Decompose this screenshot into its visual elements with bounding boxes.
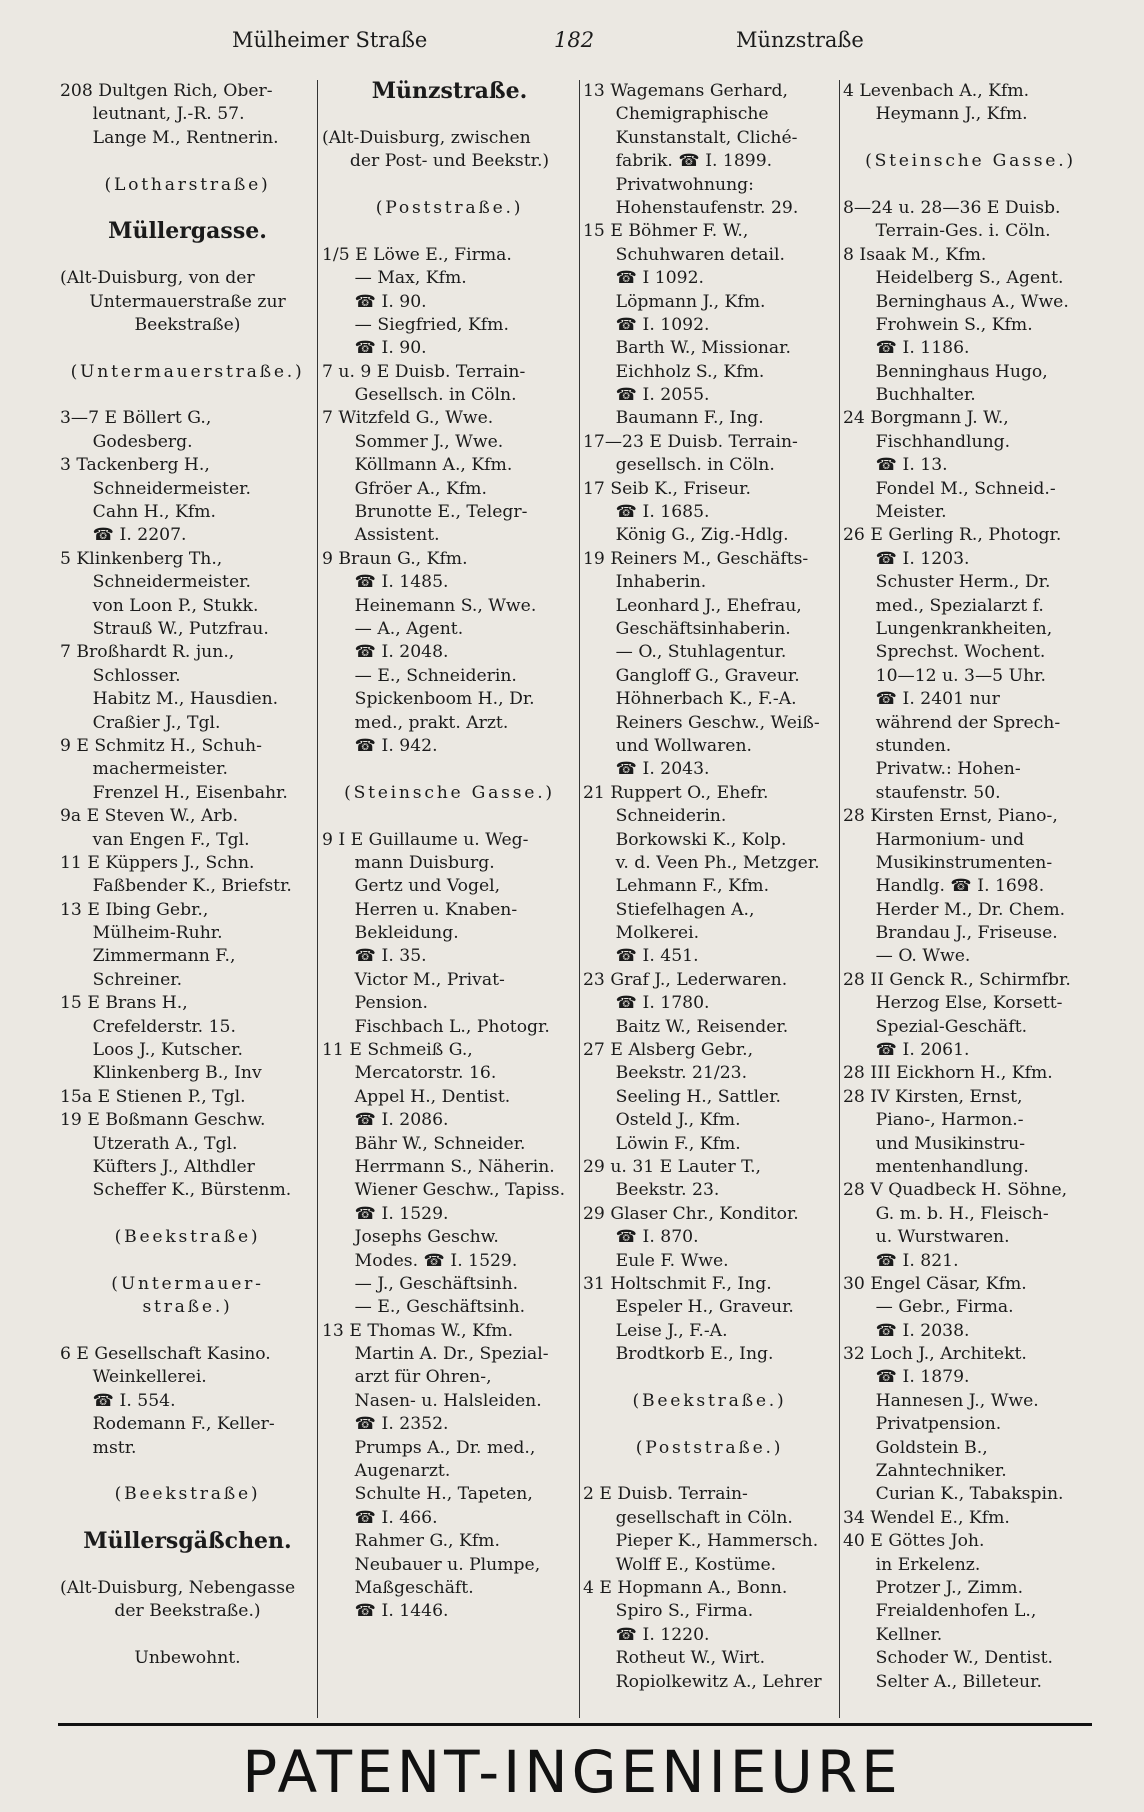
directory-line: Herder M., Dr. Chem. bbox=[875, 899, 1066, 920]
directory-line: Ropiolkewitz A., Lehrer bbox=[615, 1671, 822, 1692]
directory-line: ☎ I. 35. bbox=[354, 946, 427, 967]
directory-line: Berninghaus A., Wwe. bbox=[875, 291, 1069, 312]
directory-line: 5 Klinkenberg Th., bbox=[60, 548, 223, 569]
directory-line: ☎ I. 2207. bbox=[92, 525, 187, 546]
directory-line: ☎ I. 1780. bbox=[615, 993, 710, 1014]
directory-line: 6 E Gesellschaft Kasino. bbox=[60, 1344, 271, 1365]
directory-line: 15 E Böhmer F. W., bbox=[583, 221, 749, 242]
directory-line: 23 Graf J., Lederwaren. bbox=[583, 969, 788, 990]
directory-line: Appel H., Dentist. bbox=[354, 1086, 511, 1107]
directory-line: staufenstr. 50. bbox=[875, 782, 1001, 803]
directory-line: Osteld J., Kfm. bbox=[615, 1110, 741, 1131]
directory-line: Löwin F., Kfm. bbox=[615, 1133, 741, 1154]
directory-line: Maßgeschäft. bbox=[354, 1578, 474, 1598]
directory-line: ☎ I. 2401 nur bbox=[875, 689, 1000, 710]
cross-street-label: (Untermauerstraße.) bbox=[70, 361, 305, 382]
directory-line: 28 Kirsten Ernst, Piano-, bbox=[843, 806, 1058, 827]
directory-line: arzt für Ohren-, bbox=[354, 1367, 492, 1388]
directory-line: Pension. bbox=[354, 993, 428, 1014]
directory-line: 29 Glaser Chr., Konditor. bbox=[583, 1203, 799, 1224]
directory-line: Pieper K., Hammersch. bbox=[615, 1531, 819, 1552]
directory-line: Untermauerstraße zur bbox=[89, 291, 286, 312]
directory-line: Schneidermeister. bbox=[92, 572, 251, 593]
directory-line: und Musikinstru- bbox=[875, 1133, 1026, 1154]
directory-line: Faßbender K., Briefstr. bbox=[92, 876, 292, 897]
directory-line: Leise J., F.-A. bbox=[615, 1320, 728, 1341]
directory-line: Sommer J., Wwe. bbox=[354, 431, 504, 452]
directory-line: Fischhandlung. bbox=[875, 431, 1011, 452]
directory-line: Spiro S., Firma. bbox=[615, 1601, 754, 1622]
directory-line: Rahmer G., Kfm. bbox=[354, 1531, 500, 1552]
directory-line: König G., Zig.-Hdlg. bbox=[615, 525, 789, 546]
directory-line: ☎ I. 1879. bbox=[875, 1367, 970, 1388]
directory-line: Gertz und Vogel, bbox=[354, 876, 501, 897]
directory-line: Seeling H., Sattler. bbox=[615, 1086, 781, 1107]
directory-line: 9 Braun G., Kfm. bbox=[322, 548, 468, 569]
directory-line: Frohwein S., Kfm. bbox=[875, 314, 1033, 335]
spacer bbox=[322, 758, 577, 781]
cross-street-label: (Beekstraße.) bbox=[632, 1390, 787, 1411]
directory-line: 28 II Genck R., Schirmfbr. bbox=[843, 969, 1071, 990]
directory-line: 1/5 E Löwe E., Firma. bbox=[322, 244, 512, 265]
directory-line: — J., Geschäftsinh. bbox=[354, 1273, 519, 1294]
directory-line: Goldstein B., bbox=[875, 1437, 988, 1458]
directory-line: Herzog Else, Korsett- bbox=[875, 993, 1063, 1014]
column-divider bbox=[579, 80, 580, 1718]
directory-line: 31 Holtschmit F., Ing. bbox=[583, 1273, 772, 1294]
directory-line: 30 Engel Cäsar, Kfm. bbox=[843, 1273, 1027, 1294]
directory-line: Loos J., Kutscher. bbox=[92, 1040, 243, 1061]
directory-line: 24 Borgmann J. W., bbox=[843, 408, 1009, 429]
directory-line: ☎ I. 2352. bbox=[354, 1414, 449, 1435]
directory-line: Hannesen J., Wwe. bbox=[875, 1390, 1039, 1411]
street-heading: Münzstraße. bbox=[371, 80, 528, 104]
spacer bbox=[60, 1507, 315, 1530]
directory-line: 13 E Thomas W., Kfm. bbox=[322, 1320, 514, 1341]
footer-advertisement: PATENT-INGENIEURE bbox=[242, 1738, 902, 1806]
directory-line: Klinkenberg B., Inv bbox=[92, 1063, 262, 1084]
directory-line: Victor M., Privat- bbox=[354, 969, 505, 990]
directory-line: Weinkellerei. bbox=[92, 1367, 207, 1388]
directory-line: Molkerei. bbox=[615, 923, 700, 944]
directory-line: 17 Seib K., Friseur. bbox=[583, 478, 751, 499]
directory-line: van Engen F., Tgl. bbox=[92, 829, 250, 850]
spacer bbox=[583, 1366, 836, 1389]
directory-line: Heidelberg S., Agent. bbox=[875, 268, 1064, 289]
directory-line: Gangloff G., Graveur. bbox=[615, 665, 800, 686]
spacer bbox=[60, 1554, 315, 1577]
spacer bbox=[60, 244, 315, 267]
directory-line: Beekstr. 21/23. bbox=[615, 1063, 748, 1084]
directory-line: Bähr W., Schneider. bbox=[354, 1133, 526, 1154]
directory-line: — E., Geschäftsinh. bbox=[354, 1297, 526, 1318]
column-divider bbox=[317, 80, 318, 1718]
directory-line: (Alt-Duisburg, von der bbox=[60, 268, 255, 289]
directory-line: 3 Tackenberg H., bbox=[60, 455, 210, 476]
spacer bbox=[322, 220, 577, 243]
directory-line: in Erkelenz. bbox=[875, 1554, 981, 1575]
directory-line: Fischbach L., Photogr. bbox=[354, 1016, 550, 1037]
directory-line: Assistent. bbox=[354, 525, 440, 546]
directory-line: mentenhandlung. bbox=[875, 1156, 1029, 1177]
directory-line: Protzer J., Zimm. bbox=[875, 1578, 1024, 1598]
cross-street-label: (Beekstraße) bbox=[114, 1227, 261, 1248]
directory-line: Selter A., Billeteur. bbox=[875, 1671, 1042, 1692]
directory-line: 34 Wendel E., Kfm. bbox=[843, 1507, 1010, 1528]
directory-line: Zahntechniker. bbox=[875, 1461, 1007, 1482]
directory-line: ☎ I. 1092. bbox=[615, 314, 710, 335]
cross-street-label: (Steinsche Gasse.) bbox=[344, 782, 555, 803]
directory-line: ☎ I. 466. bbox=[354, 1507, 438, 1528]
directory-line: (Alt-Duisburg, zwischen bbox=[322, 127, 531, 148]
directory-line: Godesberg. bbox=[92, 431, 193, 452]
directory-line: Piano-, Harmon.- bbox=[875, 1110, 1024, 1131]
directory-line: Harmonium- und bbox=[875, 829, 1025, 850]
directory-line: Fondel M., Schneid.- bbox=[875, 478, 1056, 499]
cross-street-label: (Poststraße.) bbox=[375, 197, 524, 218]
spacer bbox=[60, 197, 315, 220]
directory-line: Mülheim-Ruhr. bbox=[92, 923, 223, 944]
directory-line: 26 E Gerling R., Photogr. bbox=[843, 525, 1062, 546]
directory-line: — A., Agent. bbox=[354, 618, 464, 639]
directory-line: Rodemann F., Keller- bbox=[92, 1414, 275, 1435]
directory-line: Wiener Geschw., Tapiss. bbox=[354, 1180, 566, 1201]
directory-line: u. Wurstwaren. bbox=[875, 1227, 1010, 1248]
directory-line: Schulte H., Tapeten, bbox=[354, 1484, 533, 1505]
directory-line: ☎ I. 1685. bbox=[615, 502, 710, 523]
directory-line: Küfters J., Althdler bbox=[92, 1156, 255, 1177]
directory-line: ☎ I. 1203. bbox=[875, 548, 970, 569]
directory-line: Schuster Herm., Dr. bbox=[875, 572, 1051, 593]
directory-line: Leonhard J., Ehefrau, bbox=[615, 595, 802, 616]
directory-line: — E., Schneiderin. bbox=[354, 665, 517, 686]
directory-line: Handlg. ☎ I. 1698. bbox=[875, 876, 1045, 897]
directory-line: Schoder W., Dentist. bbox=[875, 1648, 1054, 1669]
directory-line: v. d. Veen Ph., Metzger. bbox=[615, 852, 820, 873]
directory-line: Barth W., Missionar. bbox=[615, 338, 791, 359]
directory-line: Brodtkorb E., Ing. bbox=[615, 1344, 774, 1365]
directory-line: med., Spezialarzt f. bbox=[875, 595, 1044, 616]
directory-line: — Max, Kfm. bbox=[354, 268, 467, 289]
directory-line: während der Sprech- bbox=[875, 712, 1061, 733]
directory-line: Schneidermeister. bbox=[92, 478, 251, 499]
cross-street-label: (Poststraße.) bbox=[635, 1437, 784, 1458]
directory-line: 28 III Eickhorn H., Kfm. bbox=[843, 1063, 1053, 1084]
directory-line: 28 IV Kirsten, Ernst, bbox=[843, 1086, 1023, 1107]
directory-line: 28 V Quadbeck H. Söhne, bbox=[843, 1180, 1068, 1201]
directory-line: Eule F. Wwe. bbox=[615, 1250, 729, 1271]
directory-line: Köllmann A., Kfm. bbox=[354, 455, 513, 476]
directory-line: — Siegfried, Kfm. bbox=[354, 314, 509, 335]
directory-line: 7 Broßhardt R. jun., bbox=[60, 642, 235, 663]
directory-line: ☎ I. 1186. bbox=[875, 338, 970, 359]
directory-line: Reiners Geschw., Weiß- bbox=[615, 712, 820, 733]
directory-line: Inhaberin. bbox=[615, 572, 707, 593]
directory-line: Neubauer u. Plumpe, bbox=[354, 1554, 541, 1575]
directory-line: Cahn H., Kfm. bbox=[92, 502, 217, 523]
directory-line: Schneiderin. bbox=[615, 806, 727, 827]
directory-line: Scheffer K., Bürstenm. bbox=[92, 1180, 292, 1201]
spacer bbox=[583, 1413, 836, 1436]
directory-line: Espeler H., Graveur. bbox=[615, 1297, 794, 1318]
directory-line: ☎ I. 451. bbox=[615, 946, 699, 967]
directory-line: ☎ I. 2043. bbox=[615, 759, 710, 780]
directory-line: Josephs Geschw. bbox=[354, 1227, 499, 1248]
directory-line: Lehmann F., Kfm. bbox=[615, 876, 770, 897]
directory-line: 208 Dultgen Rich, Ober- bbox=[60, 81, 273, 101]
spacer bbox=[60, 1250, 315, 1273]
directory-line: Kunstanstalt, Cliché- bbox=[615, 127, 798, 148]
directory-line: Privatw.: Hohen- bbox=[875, 759, 1021, 780]
directory-line: Strauß W., Putzfrau. bbox=[92, 618, 269, 639]
street-heading: Müllersgäßchen. bbox=[83, 1530, 292, 1554]
directory-line: Modes. ☎ I. 1529. bbox=[354, 1250, 518, 1271]
directory-line: ☎ I. 2048. bbox=[354, 642, 449, 663]
directory-line: Geschäftsinhaberin. bbox=[615, 618, 791, 639]
spacer bbox=[322, 805, 577, 828]
directory-line: Musikinstrumenten- bbox=[875, 852, 1053, 873]
spacer bbox=[60, 1320, 315, 1343]
directory-line: Lungenkrankheiten, bbox=[875, 618, 1053, 639]
directory-line: der Post- und Beekstr.) bbox=[349, 151, 550, 172]
directory-line: ☎ I. 1529. bbox=[354, 1203, 449, 1224]
directory-line: 4 E Hopmann A., Bonn. bbox=[583, 1578, 788, 1598]
directory-line: ☎ I. 942. bbox=[354, 735, 438, 756]
directory-line: ☎ I. 1220. bbox=[615, 1624, 710, 1645]
directory-line: ☎ I. 870. bbox=[615, 1227, 699, 1248]
directory-line: Buchhalter. bbox=[875, 385, 976, 406]
directory-line: G. m. b. H., Fleisch- bbox=[875, 1203, 1049, 1224]
directory-line: Spezial-Geschäft. bbox=[875, 1016, 1028, 1037]
directory-line: 11 E Schmeiß G., bbox=[322, 1040, 473, 1061]
directory-line: ☎ I. 2055. bbox=[615, 385, 710, 406]
directory-line: Chemigraphische bbox=[615, 104, 769, 125]
directory-line: 19 Reiners M., Geschäfts- bbox=[583, 548, 809, 569]
directory-line: Lange M., Rentnerin. bbox=[92, 127, 279, 148]
directory-line: Hohenstaufenstr. 29. bbox=[615, 197, 799, 218]
directory-line: 32 Loch J., Architekt. bbox=[843, 1344, 1027, 1365]
directory-line: ☎ I 1092. bbox=[615, 268, 705, 289]
directory-line: Bekleidung. bbox=[354, 923, 459, 944]
directory-line: der Beekstraße.) bbox=[114, 1601, 261, 1622]
spacer bbox=[60, 150, 315, 173]
cross-street-label: (Beekstraße) bbox=[114, 1484, 261, 1505]
column-1 bbox=[60, 80, 315, 1720]
directory-line: ☎ I. 90. bbox=[354, 291, 427, 312]
directory-line: 9 E Schmitz H., Schuh- bbox=[60, 735, 262, 756]
directory-line: Craßier J., Tgl. bbox=[92, 712, 221, 733]
directory-line: (Alt-Duisburg, Nebengasse bbox=[60, 1578, 296, 1598]
directory-line: von Loon P., Stukk. bbox=[92, 595, 259, 616]
directory-line: 2 E Duisb. Terrain- bbox=[583, 1484, 748, 1505]
directory-line: Curian K., Tabakspin. bbox=[875, 1484, 1064, 1505]
directory-line: ☎ I. 13. bbox=[875, 455, 948, 476]
cross-street-label: (Untermauer- bbox=[111, 1273, 264, 1294]
directory-line: Stiefelhagen A., bbox=[615, 899, 755, 920]
directory-line: 15 E Brans H., bbox=[60, 993, 188, 1014]
directory-line: Borkowski K., Kolp. bbox=[615, 829, 787, 850]
spacer bbox=[60, 1460, 315, 1483]
directory-line: — Gebr., Firma. bbox=[875, 1297, 1014, 1318]
cross-street-label: (Steinsche Gasse.) bbox=[865, 151, 1076, 172]
column-4 bbox=[843, 80, 1098, 1720]
spacer bbox=[60, 1624, 315, 1647]
column-3 bbox=[583, 80, 836, 1720]
directory-line: 9a E Steven W., Arb. bbox=[60, 806, 239, 827]
directory-line: ☎ I. 2086. bbox=[354, 1110, 449, 1131]
directory-line: mstr. bbox=[92, 1437, 137, 1458]
directory-line: Sprechst. Wochent. bbox=[875, 642, 1046, 663]
running-head-right: Münzstraße bbox=[736, 28, 864, 52]
directory-line: — O. Wwe. bbox=[875, 946, 971, 967]
directory-line: stunden. bbox=[875, 735, 952, 756]
spacer bbox=[322, 103, 577, 126]
directory-line: Gfröer A., Kfm. bbox=[354, 478, 487, 499]
directory-line: Spickenboom H., Dr. bbox=[354, 689, 535, 710]
directory-line: Schreiner. bbox=[92, 969, 183, 990]
directory-line: Benninghaus Hugo, bbox=[875, 361, 1048, 382]
directory-line: 13 Wagemans Gerhard, bbox=[583, 81, 788, 101]
running-head-left: Mülheimer Straße bbox=[232, 28, 428, 52]
directory-line: gesellschaft in Cöln. bbox=[615, 1507, 793, 1528]
directory-line: Schlosser. bbox=[92, 665, 181, 686]
directory-line: Frenzel H., Eisenbahr. bbox=[92, 782, 288, 803]
directory-line: Crefelderstr. 15. bbox=[92, 1016, 236, 1037]
street-heading: Müllergasse. bbox=[108, 220, 267, 244]
directory-line: 8—24 u. 28—36 E Duisb. bbox=[843, 197, 1061, 218]
directory-line: Prumps A., Dr. med., bbox=[354, 1437, 536, 1458]
directory-line: Mercatorstr. 16. bbox=[354, 1063, 497, 1084]
directory-line: 21 Ruppert O., Ehefr. bbox=[583, 782, 769, 803]
directory-line: Kellner. bbox=[875, 1624, 943, 1645]
directory-line: ☎ I. 2038. bbox=[875, 1320, 970, 1341]
directory-line: Augenarzt. bbox=[354, 1461, 451, 1482]
directory-line: leutnant, J.-R. 57. bbox=[92, 104, 245, 125]
spacer bbox=[60, 1203, 315, 1226]
directory-line: ☎ I. 821. bbox=[875, 1250, 959, 1271]
directory-line: ☎ I. 1446. bbox=[354, 1601, 449, 1622]
directory-line: Heinemann S., Wwe. bbox=[354, 595, 537, 616]
directory-line: Höhnerbach K., F.-A. bbox=[615, 689, 797, 710]
directory-line: Zimmermann F., bbox=[92, 946, 236, 967]
directory-line: med., prakt. Arzt. bbox=[354, 712, 509, 733]
directory-line: Herrmann S., Näherin. bbox=[354, 1156, 555, 1177]
directory-line: Brunotte E., Telegr- bbox=[354, 502, 528, 523]
cross-street-label: straße.) bbox=[142, 1297, 233, 1318]
directory-line: 13 E Ibing Gebr., bbox=[60, 899, 209, 920]
directory-line: Meister. bbox=[875, 502, 947, 523]
directory-line: 29 u. 31 E Lauter T., bbox=[583, 1156, 762, 1177]
directory-line: mann Duisburg. bbox=[354, 852, 495, 873]
spacer bbox=[843, 174, 1098, 197]
column-2 bbox=[322, 80, 577, 1720]
directory-line: 8 Isaak M., Kfm. bbox=[843, 244, 987, 265]
directory-line: Beekstr. 23. bbox=[615, 1180, 720, 1201]
directory-line: Baumann F., Ing. bbox=[615, 408, 764, 429]
directory-line: Rotheut W., Wirt. bbox=[615, 1648, 766, 1669]
directory-line: Unbewohnt. bbox=[134, 1648, 241, 1669]
spacer bbox=[60, 337, 315, 360]
spacer bbox=[60, 384, 315, 407]
directory-line: fabrik. ☎ I. 1899. bbox=[615, 151, 773, 172]
directory-line: 3—7 E Böllert G., bbox=[60, 408, 212, 429]
directory-line: Brandau J., Friseuse. bbox=[875, 923, 1058, 944]
directory-line: und Wollwaren. bbox=[615, 735, 752, 756]
directory-line: 15a E Stienen P., Tgl. bbox=[60, 1086, 246, 1107]
directory-line: Heymann J., Kfm. bbox=[875, 104, 1028, 125]
directory-line: Schuhwaren detail. bbox=[615, 244, 785, 265]
directory-line: 27 E Alsberg Gebr., bbox=[583, 1040, 754, 1061]
page-number: 182 bbox=[554, 28, 595, 52]
directory-line: — O., Stuhlagentur. bbox=[615, 642, 787, 663]
directory-line: 7 Witzfeld G., Wwe. bbox=[322, 408, 494, 429]
directory-line: 19 E Boßmann Geschw. bbox=[60, 1110, 266, 1131]
directory-line: 9 I E Guillaume u. Weg- bbox=[322, 829, 529, 850]
directory-line: ☎ I. 554. bbox=[92, 1390, 176, 1411]
directory-line: ☎ I. 1485. bbox=[354, 572, 449, 593]
directory-line: Privatpension. bbox=[875, 1414, 1002, 1435]
directory-line: Martin A. Dr., Spezial- bbox=[354, 1344, 549, 1365]
directory-line: Eichholz S., Kfm. bbox=[615, 361, 765, 382]
directory-line: ☎ I. 90. bbox=[354, 338, 427, 359]
directory-line: 11 E Küppers J., Schn. bbox=[60, 852, 255, 873]
directory-line: Habitz M., Hausdien. bbox=[92, 689, 279, 710]
directory-line: machermeister. bbox=[92, 759, 228, 780]
column-divider bbox=[839, 80, 840, 1718]
directory-line: Wolff E., Kostüme. bbox=[615, 1554, 777, 1575]
directory-line: 40 E Göttes Joh. bbox=[843, 1531, 985, 1552]
spacer bbox=[322, 174, 577, 197]
directory-line: Beekstraße) bbox=[134, 314, 241, 335]
spacer bbox=[583, 1460, 836, 1483]
footer-rule bbox=[58, 1723, 1092, 1726]
directory-line: Herren u. Knaben- bbox=[354, 899, 518, 920]
directory-line: 7 u. 9 E Duisb. Terrain- bbox=[322, 361, 526, 382]
directory-line: ☎ I. 2061. bbox=[875, 1040, 970, 1061]
directory-line: 4 Levenbach A., Kfm. bbox=[843, 81, 1030, 101]
spacer bbox=[843, 127, 1098, 150]
cross-street-label: (Lotharstraße) bbox=[104, 174, 271, 195]
directory-line: Nasen- u. Halsleiden. bbox=[354, 1390, 542, 1411]
directory-line: Löpmann J., Kfm. bbox=[615, 291, 766, 312]
directory-line: Gesellsch. in Cöln. bbox=[354, 385, 517, 406]
directory-line: Freialdenhofen L., bbox=[875, 1601, 1037, 1622]
directory-line: Privatwohnung: bbox=[615, 174, 754, 195]
directory-line: Utzerath A., Tgl. bbox=[92, 1133, 238, 1154]
directory-line: Baitz W., Reisender. bbox=[615, 1016, 789, 1037]
directory-line: gesellsch. in Cöln. bbox=[615, 455, 775, 476]
directory-line: Terrain-Ges. i. Cöln. bbox=[875, 221, 1051, 242]
directory-line: 10—12 u. 3—5 Uhr. bbox=[875, 665, 1046, 686]
directory-line: 17—23 E Duisb. Terrain- bbox=[583, 431, 798, 452]
